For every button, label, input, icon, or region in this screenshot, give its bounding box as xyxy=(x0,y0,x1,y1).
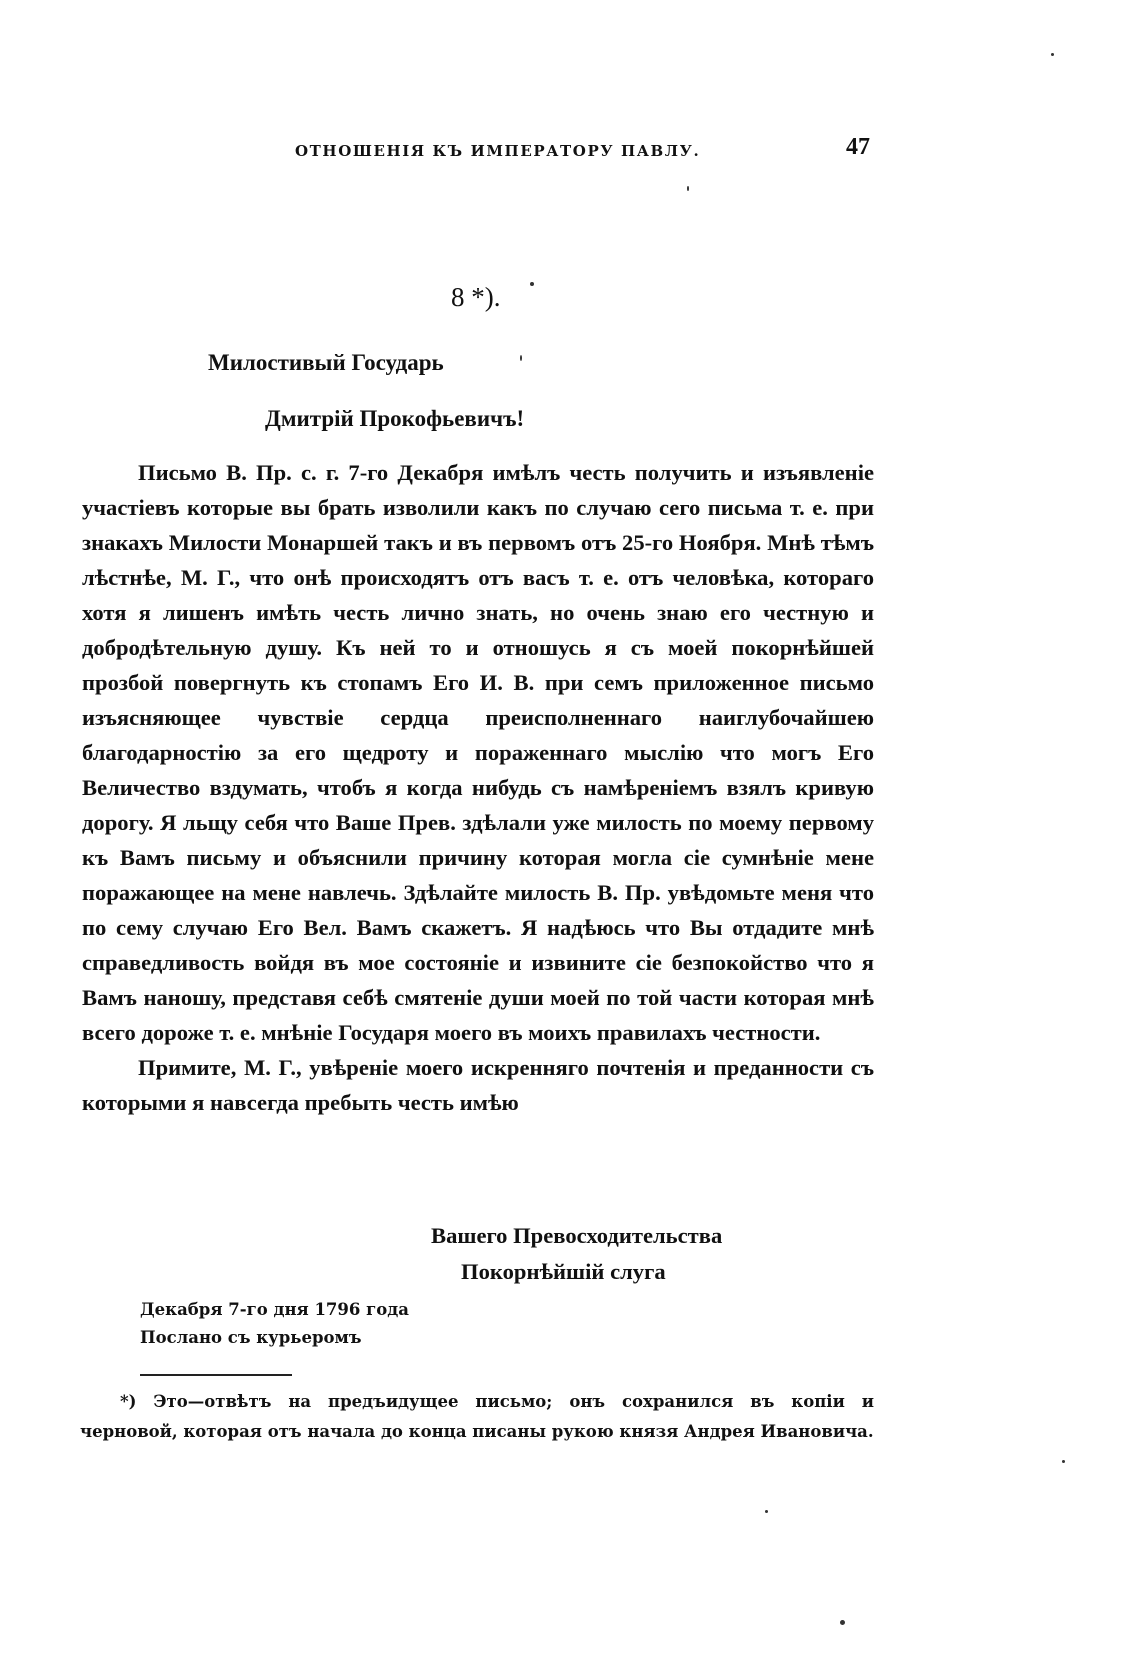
date-line: Декабря 7-го дня 1796 года xyxy=(140,1300,409,1319)
scan-speck xyxy=(1051,53,1054,56)
scan-speck xyxy=(840,1620,845,1625)
scan-speck xyxy=(687,186,689,191)
scan-speck xyxy=(1062,1460,1065,1463)
page-number: 47 xyxy=(846,134,870,160)
sent-line: Послано съ курьеромъ xyxy=(140,1328,362,1347)
letter-number: 8 *). xyxy=(451,282,501,312)
scan-speck xyxy=(520,355,522,361)
footnote-divider xyxy=(140,1374,292,1376)
letter-paragraph-2: Примите, М. Г., увѣреніе моего искренняго почтенія и преданности съ которыми я навсегда пребыть честь имѣю xyxy=(82,1055,874,1115)
salutation-line-2: Дмитрій Прокофьевичъ! xyxy=(265,406,525,431)
footnote xyxy=(80,1387,874,1447)
closing-line-2: Покорнѣйшій слуга xyxy=(461,1259,666,1284)
running-head: ОТНОШЕНІЯ КЪ ИМПЕРАТОРУ ПАВЛУ. xyxy=(295,142,701,160)
scan-speck xyxy=(765,1510,768,1513)
closing-line-1: Вашего Превосходительства xyxy=(431,1223,723,1248)
letter-paragraph-1: Письмо В. Пр. с. г. 7-го Декабря имѣлъ честь получить и изъявленіе участіевъ которые вы брать изволили какъ по случаю сего письма т. е. при знакахъ Милости Монаршей такъ и въ первомъ отъ 25-го Ноября. Мнѣ тѣмъ лѣстнѣе, М. Г., что онѣ происходятъ отъ васъ т. е. отъ человѣка, котораго хотя я лишенъ имѣть честь лично знать, но очень знаю его честную и добродѣтельную душу. Къ ней то и отношусь я съ моей покорнѣйшей прозбой повергнуть къ стопамъ Его И. В. при семъ приложенное письмо изъясняющее чувствіе сердца преисполненнаго наиглубочайшею благодарностію за его щедроту и пораженнаго мыслію что могъ Его Величество вздумать, чтобъ я когда нибудь съ намѣреніемъ взялъ кривую дорогу. Я льщу себя что Ваше Прев. здѣлали уже милость по моему первому къ Вамъ письму и объяснили причину которая могла сіе сумнѣніе мене поражающее на мене навлечь. Здѣлайте милость В. Пр. увѣдомьте меня что по сему случаю Его Вел. Вамъ скажетъ. Я надѣюсь что Вы отдадите мнѣ справедливость войдя въ мое состояніе и извините сіе безпокойство что я Вамъ наношу, представя себѣ смятеніе души моей по той части которая мнѣ всего дороже т. е. мнѣніе Государя моего въ моихъ правилахъ честности. xyxy=(82,460,874,1045)
scan-speck xyxy=(530,282,534,286)
footnote-text: *) Это—отвѣтъ на предъидущее письмо; онъ сохранился въ копіи и черновой, которая отъ начала до конца писаны рукою князя Андрея Ивановича. xyxy=(80,1392,874,1441)
letter-body xyxy=(82,455,874,1120)
salutation-line-1: Милостивый Государь xyxy=(208,350,444,375)
